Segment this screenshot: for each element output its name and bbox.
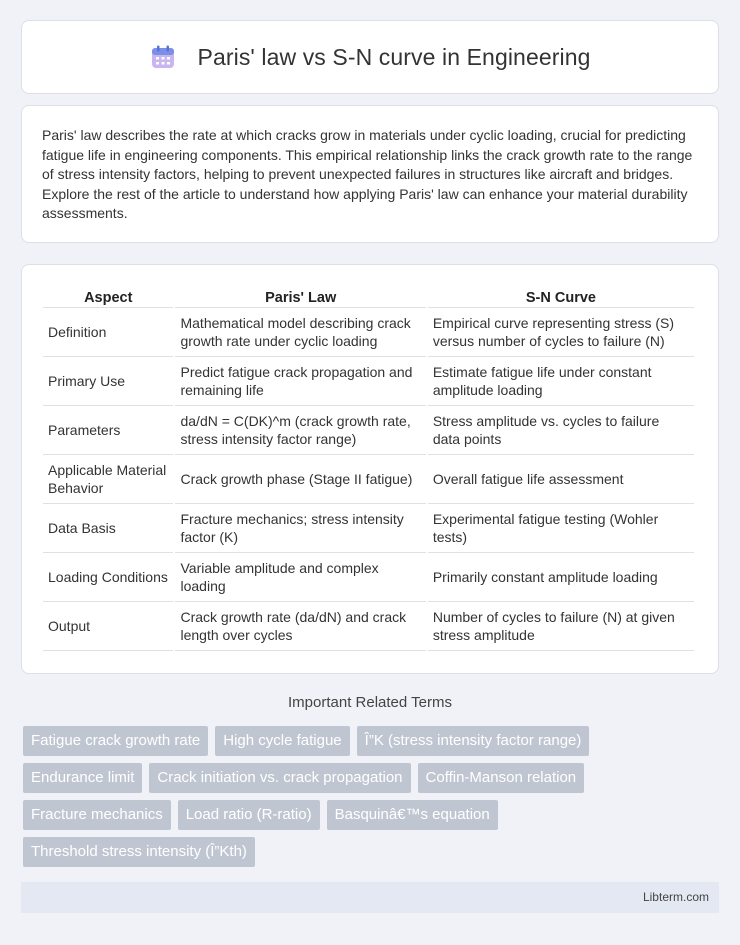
sn-curve-cell: Empirical curve representing stress (S) versus number of cycles to failure (N) (428, 308, 694, 357)
related-term-tag[interactable]: Fracture mechanics (23, 800, 171, 830)
related-term-tag[interactable]: Basquinâ€™s equation (327, 800, 498, 830)
aspect-cell: Definition (43, 308, 173, 357)
aspect-cell: Output (43, 602, 173, 651)
footer (21, 882, 719, 913)
footer-site-link[interactable]: Libterm.com (642, 890, 709, 904)
paris-law-cell: Predict fatigue crack propagation and remaining life (175, 357, 425, 406)
sn-curve-cell: Experimental fatigue testing (Wohler tests) (428, 504, 694, 553)
paris-law-cell: Crack growth phase (Stage II fatigue) (175, 455, 425, 504)
aspect-cell: Loading Conditions (43, 553, 173, 602)
related-term-tag[interactable]: Threshold stress intensity (Î”Kth) (23, 837, 255, 867)
table-row (43, 455, 694, 504)
sn-curve-cell: Stress amplitude vs. cycles to failure data points (428, 406, 694, 455)
related-term-tag[interactable]: Fatigue crack growth rate (23, 726, 208, 756)
related-term-tag[interactable]: Endurance limit (23, 763, 142, 793)
aspect-cell: Data Basis (43, 504, 173, 553)
intro-card (21, 105, 719, 243)
table-row (43, 504, 694, 553)
table-row (43, 357, 694, 406)
related-term-tag[interactable]: Î”K (stress intensity factor range) (357, 726, 590, 756)
related-terms-list (23, 726, 723, 874)
paris-law-cell: Fracture mechanics; stress intensity factor (K) (175, 504, 425, 553)
paris-law-cell: Mathematical model describing crack growth rate under cyclic loading (175, 308, 425, 357)
comparison-table-card (21, 264, 719, 674)
intro-paragraph: Paris' law describes the rate at which cracks grow in materials under cyclic loading, crucial for predicting fatigue life in engineering components. This empirical relationship links the crack growth rate to the range of stress intensity factors, helping to prevent unexpected failures in structures like aircraft and bridges. Explore the rest of the article to understand how applying Paris' law can enhance your material durability assessments. (42, 127, 693, 221)
calendar-icon (150, 44, 176, 70)
header-paris-law: Paris' Law (175, 285, 425, 308)
sn-curve-cell: Primarily constant amplitude loading (428, 553, 694, 602)
paris-law-cell: da/dN = C(DK)^m (crack growth rate, stress intensity factor range) (175, 406, 425, 455)
aspect-cell: Parameters (43, 406, 173, 455)
related-terms-title: Important Related Terms (288, 694, 452, 711)
comparison-table (41, 285, 696, 651)
aspect-cell: Applicable Material Behavior (43, 455, 173, 504)
table-header-row (43, 285, 694, 308)
related-term-tag[interactable]: High cycle fatigue (215, 726, 349, 756)
aspect-cell: Primary Use (43, 357, 173, 406)
paris-law-cell: Variable amplitude and complex loading (175, 553, 425, 602)
related-term-tag[interactable]: Crack initiation vs. crack propagation (149, 763, 410, 793)
table-row (43, 553, 694, 602)
table-row (43, 602, 694, 651)
table-row (43, 406, 694, 455)
header-aspect: Aspect (43, 285, 173, 308)
page-title: Paris' law vs S-N curve in Engineering (197, 43, 591, 70)
paris-law-cell: Crack growth rate (da/dN) and crack length over cycles (175, 602, 425, 651)
sn-curve-cell: Estimate fatigue life under constant amplitude loading (428, 357, 694, 406)
header-sn-curve: S-N Curve (428, 285, 694, 308)
related-term-tag[interactable]: Load ratio (R-ratio) (178, 800, 320, 830)
related-term-tag[interactable]: Coffin-Manson relation (418, 763, 585, 793)
sn-curve-cell: Overall fatigue life assessment (428, 455, 694, 504)
sn-curve-cell: Number of cycles to failure (N) at given stress amplitude (428, 602, 694, 651)
header-card (21, 20, 719, 94)
table-row (43, 308, 694, 357)
